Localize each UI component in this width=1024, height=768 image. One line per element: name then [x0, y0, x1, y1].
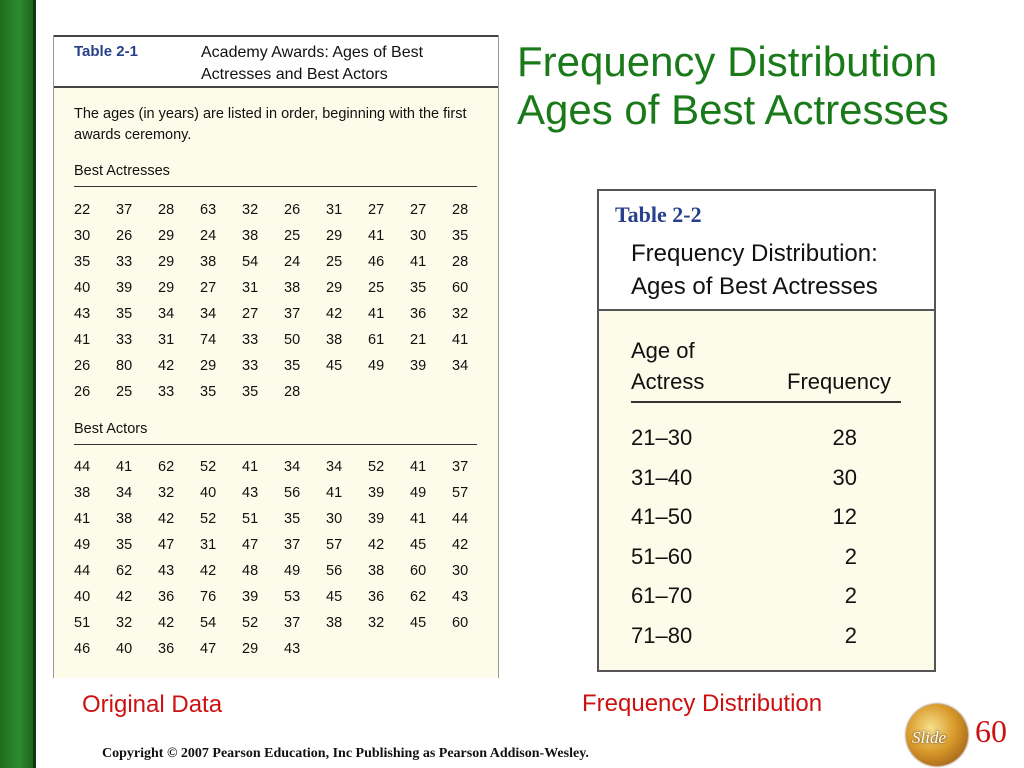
slide-title	[517, 38, 997, 134]
actresses-age-cell: 40	[74, 280, 91, 296]
age-class-cell: 21–30	[631, 425, 693, 450]
actresses-age-cell: 29	[158, 228, 175, 244]
actors-age-cell: 53	[284, 589, 301, 605]
actors-age-cell: 42	[158, 511, 175, 527]
actors-age-cell: 35	[116, 537, 133, 553]
actors-age-cell: 44	[452, 511, 469, 527]
actresses-age-cell: 60	[452, 280, 469, 296]
actresses-age-cell: 32	[242, 202, 259, 218]
table-2-1-number: Table 2-1	[74, 43, 138, 60]
actors-age-cell: 39	[368, 485, 385, 501]
frequency-row	[631, 537, 871, 577]
actresses-age-cell: 38	[326, 332, 343, 348]
actors-age-cell: 57	[452, 485, 469, 501]
actors-age-cell: 39	[242, 589, 259, 605]
actors-age-cell: 41	[116, 459, 133, 475]
actresses-age-cell: 35	[200, 384, 217, 400]
slide-badge-text: Slide	[912, 728, 946, 747]
actresses-age-cell: 28	[284, 384, 301, 400]
actresses-age-cell: 25	[284, 228, 301, 244]
actors-age-cell: 34	[326, 459, 343, 475]
actors-age-cell: 42	[116, 589, 133, 605]
original-data-caption: Original Data	[82, 691, 223, 718]
actresses-age-cell: 30	[410, 228, 427, 244]
actresses-age-cell: 43	[74, 306, 91, 322]
actresses-age-cell: 35	[284, 358, 301, 374]
actresses-age-cell: 29	[200, 358, 217, 374]
table-2-1-panel	[53, 35, 499, 678]
actresses-age-cell: 26	[284, 202, 301, 218]
actors-age-cell: 35	[284, 511, 301, 527]
actresses-age-cell: 35	[410, 280, 427, 296]
actors-age-cell: 49	[74, 537, 91, 553]
actors-age-cell: 32	[158, 485, 175, 501]
actors-age-cell: 43	[452, 589, 469, 605]
copyright-notice: Copyright © 2007 Pearson Education, Inc Publishing as Pearson Addison-Wesley.	[102, 746, 589, 761]
actors-age-cell: 51	[242, 511, 259, 527]
frequency-cell: 30	[832, 464, 857, 490]
actresses-age-cell: 35	[242, 384, 259, 400]
actresses-rule	[74, 186, 477, 187]
actresses-age-cell: 41	[410, 254, 427, 270]
frequency-rows	[631, 418, 871, 655]
actors-age-cell: 43	[242, 485, 259, 501]
actresses-age-cell: 30	[74, 228, 91, 244]
actresses-age-cell: 28	[158, 202, 175, 218]
actresses-age-cell: 27	[410, 202, 427, 218]
actors-age-cell: 40	[74, 589, 91, 605]
actresses-age-cell: 42	[158, 358, 175, 374]
actresses-age-cell: 33	[242, 332, 259, 348]
table-2-1-title: Academy Awards: Ages of Best Actresses and Best Actors	[201, 44, 424, 83]
actresses-age-cell: 29	[158, 280, 175, 296]
actresses-age-cell: 35	[74, 254, 91, 270]
actresses-age-cell: 31	[158, 332, 175, 348]
age-column-header-line1: Age of	[631, 338, 695, 363]
frequency-column-header: Frequency	[787, 369, 891, 394]
table-2-2-number: Table 2-2	[615, 202, 702, 227]
frequency-cell: 2	[844, 622, 857, 648]
actresses-age-cell: 41	[368, 306, 385, 322]
actors-age-cell: 38	[368, 563, 385, 579]
actresses-age-cell: 37	[116, 202, 133, 218]
actresses-age-cell: 34	[158, 306, 175, 322]
actresses-age-cell: 54	[242, 254, 259, 270]
table-2-1-description: The ages (in years) are listed in order, beginning with the first awards ceremony.	[74, 106, 467, 143]
actors-age-cell: 52	[368, 459, 385, 475]
actors-age-cell: 62	[410, 589, 427, 605]
actors-age-cell: 34	[116, 485, 133, 501]
actors-age-cell: 37	[284, 615, 301, 631]
actors-age-cell: 41	[410, 459, 427, 475]
actors-age-cell: 42	[368, 537, 385, 553]
actors-age-cell: 42	[158, 615, 175, 631]
actresses-age-cell: 34	[452, 358, 469, 374]
actors-rule	[74, 444, 477, 445]
actors-age-cell: 57	[326, 537, 343, 553]
actresses-age-cell: 29	[326, 280, 343, 296]
table-2-2-header	[599, 191, 934, 311]
frequency-row	[631, 458, 871, 498]
actresses-age-cell: 21	[410, 332, 427, 348]
actors-age-cell: 36	[368, 589, 385, 605]
frequency-cell: 28	[832, 425, 857, 450]
slide-title-line2: Ages of Best Actresses	[517, 86, 949, 133]
age-column-header	[631, 335, 761, 397]
actresses-age-cell: 35	[116, 306, 133, 322]
actors-age-cell: 52	[200, 459, 217, 475]
slide-title-line1: Frequency Distribution	[517, 38, 938, 85]
actors-age-cell: 39	[368, 511, 385, 527]
table-2-2-title	[631, 237, 931, 303]
actors-age-cell: 62	[116, 563, 133, 579]
actors-age-cell: 44	[74, 563, 91, 579]
actors-section-label: Best Actors	[74, 421, 148, 437]
actresses-age-cell: 39	[116, 280, 133, 296]
actors-age-cell: 38	[326, 615, 343, 631]
actresses-age-cell: 27	[242, 306, 259, 322]
age-class-cell: 71–80	[631, 622, 693, 648]
actors-age-cell: 40	[116, 641, 133, 657]
actresses-age-cell: 24	[200, 228, 217, 244]
table-2-2-title-line1: Frequency Distribution:	[631, 240, 878, 267]
actors-age-cell: 42	[452, 537, 469, 553]
table-2-2-header-rule	[631, 401, 901, 403]
actresses-age-cell: 33	[158, 384, 175, 400]
actresses-age-cell: 41	[368, 228, 385, 244]
actresses-age-cell: 33	[242, 358, 259, 374]
table-2-1-header	[54, 35, 498, 88]
table-2-2-panel	[597, 189, 936, 672]
actresses-age-cell: 27	[200, 280, 217, 296]
actresses-age-cell: 32	[452, 306, 469, 322]
table-2-2-title-line2: Ages of Best Actresses	[631, 273, 878, 300]
frequency-cell: 2	[844, 583, 857, 608]
actresses-age-cell: 37	[284, 306, 301, 322]
actors-age-cell: 47	[200, 641, 217, 657]
actresses-age-cell: 22	[74, 202, 91, 218]
side-accent-bar	[0, 0, 36, 768]
actresses-age-cell: 26	[74, 358, 91, 374]
actors-ages-grid	[74, 454, 494, 662]
actresses-age-cell: 38	[200, 254, 217, 270]
actresses-age-cell: 26	[74, 384, 91, 400]
actresses-age-cell: 29	[326, 228, 343, 244]
actresses-age-cell: 41	[74, 332, 91, 348]
frequency-distribution-caption: Frequency Distribution	[582, 690, 823, 717]
actors-age-cell: 47	[242, 537, 259, 553]
actresses-ages-grid	[74, 197, 494, 405]
actresses-age-cell: 49	[368, 358, 385, 374]
actors-age-cell: 43	[284, 641, 301, 657]
actresses-age-cell: 39	[410, 358, 427, 374]
frequency-row	[631, 497, 871, 537]
actresses-age-cell: 24	[284, 254, 301, 270]
actors-age-cell: 29	[242, 641, 259, 657]
actors-age-cell: 49	[410, 485, 427, 501]
actors-age-cell: 45	[410, 615, 427, 631]
slide-number: 60	[975, 713, 1007, 749]
actors-age-cell: 38	[74, 485, 91, 501]
actors-age-cell: 34	[284, 459, 301, 475]
actresses-age-cell: 35	[452, 228, 469, 244]
actresses-age-cell: 74	[200, 332, 217, 348]
frequency-row	[631, 418, 871, 458]
actresses-age-cell: 46	[368, 254, 385, 270]
actresses-age-cell: 50	[284, 332, 301, 348]
actresses-age-cell: 27	[368, 202, 385, 218]
actors-age-cell: 45	[326, 589, 343, 605]
actresses-age-cell: 63	[200, 202, 217, 218]
age-class-cell: 31–40	[631, 464, 693, 490]
actors-age-cell: 43	[158, 563, 175, 579]
actors-age-cell: 54	[200, 615, 217, 631]
actors-age-cell: 49	[284, 563, 301, 579]
actresses-age-cell: 41	[452, 332, 469, 348]
actresses-age-cell: 25	[116, 384, 133, 400]
actors-age-cell: 40	[200, 485, 217, 501]
actors-age-cell: 46	[74, 641, 91, 657]
actors-age-cell: 36	[158, 589, 175, 605]
actresses-age-cell: 61	[368, 332, 385, 348]
age-class-cell: 51–60	[631, 543, 693, 569]
age-class-cell: 61–70	[631, 583, 693, 608]
actors-age-cell: 41	[326, 485, 343, 501]
slide-badge-icon	[906, 704, 968, 766]
actresses-age-cell: 33	[116, 332, 133, 348]
actresses-age-cell: 31	[326, 202, 343, 218]
actresses-age-cell: 42	[326, 306, 343, 322]
actors-age-cell: 44	[74, 459, 91, 475]
actors-age-cell: 62	[158, 459, 175, 475]
actors-age-cell: 52	[200, 511, 217, 527]
actors-age-cell: 45	[410, 537, 427, 553]
actresses-age-cell: 80	[116, 358, 133, 374]
actors-age-cell: 37	[452, 459, 469, 475]
actresses-age-cell: 38	[242, 228, 259, 244]
actors-age-cell: 37	[284, 537, 301, 553]
frequency-cell: 12	[832, 504, 857, 529]
actors-age-cell: 38	[116, 511, 133, 527]
actors-age-cell: 47	[158, 537, 175, 553]
actors-age-cell: 48	[242, 563, 259, 579]
actresses-age-cell: 36	[410, 306, 427, 322]
age-column-header-line2: Actress	[631, 369, 705, 394]
frequency-row	[631, 576, 871, 616]
actors-age-cell: 51	[74, 615, 91, 631]
actors-age-cell: 42	[200, 563, 217, 579]
actors-age-cell: 56	[326, 563, 343, 579]
actors-age-cell: 30	[452, 563, 469, 579]
actresses-section-label: Best Actresses	[74, 163, 170, 179]
actresses-age-cell: 31	[242, 280, 259, 296]
actresses-age-cell: 38	[284, 280, 301, 296]
actors-age-cell: 31	[200, 537, 217, 553]
actresses-age-cell: 33	[116, 254, 133, 270]
actors-age-cell: 76	[200, 589, 217, 605]
actresses-age-cell: 29	[158, 254, 175, 270]
actors-age-cell: 36	[158, 641, 175, 657]
frequency-row	[631, 616, 871, 656]
actors-age-cell: 41	[74, 511, 91, 527]
frequency-cell: 2	[844, 543, 857, 569]
actors-age-cell: 41	[410, 511, 427, 527]
actresses-age-cell: 34	[200, 306, 217, 322]
actors-age-cell: 60	[452, 615, 469, 631]
actors-age-cell: 30	[326, 511, 343, 527]
actors-age-cell: 32	[368, 615, 385, 631]
age-class-cell: 41–50	[631, 504, 693, 529]
actors-age-cell: 52	[242, 615, 259, 631]
actors-age-cell: 41	[242, 459, 259, 475]
actors-age-cell: 56	[284, 485, 301, 501]
actresses-age-cell: 25	[326, 254, 343, 270]
actresses-age-cell: 26	[116, 228, 133, 244]
actresses-age-cell: 28	[452, 254, 469, 270]
actresses-age-cell: 45	[326, 358, 343, 374]
actors-age-cell: 60	[410, 563, 427, 579]
actors-age-cell: 32	[116, 615, 133, 631]
actresses-age-cell: 25	[368, 280, 385, 296]
actresses-age-cell: 28	[452, 202, 469, 218]
